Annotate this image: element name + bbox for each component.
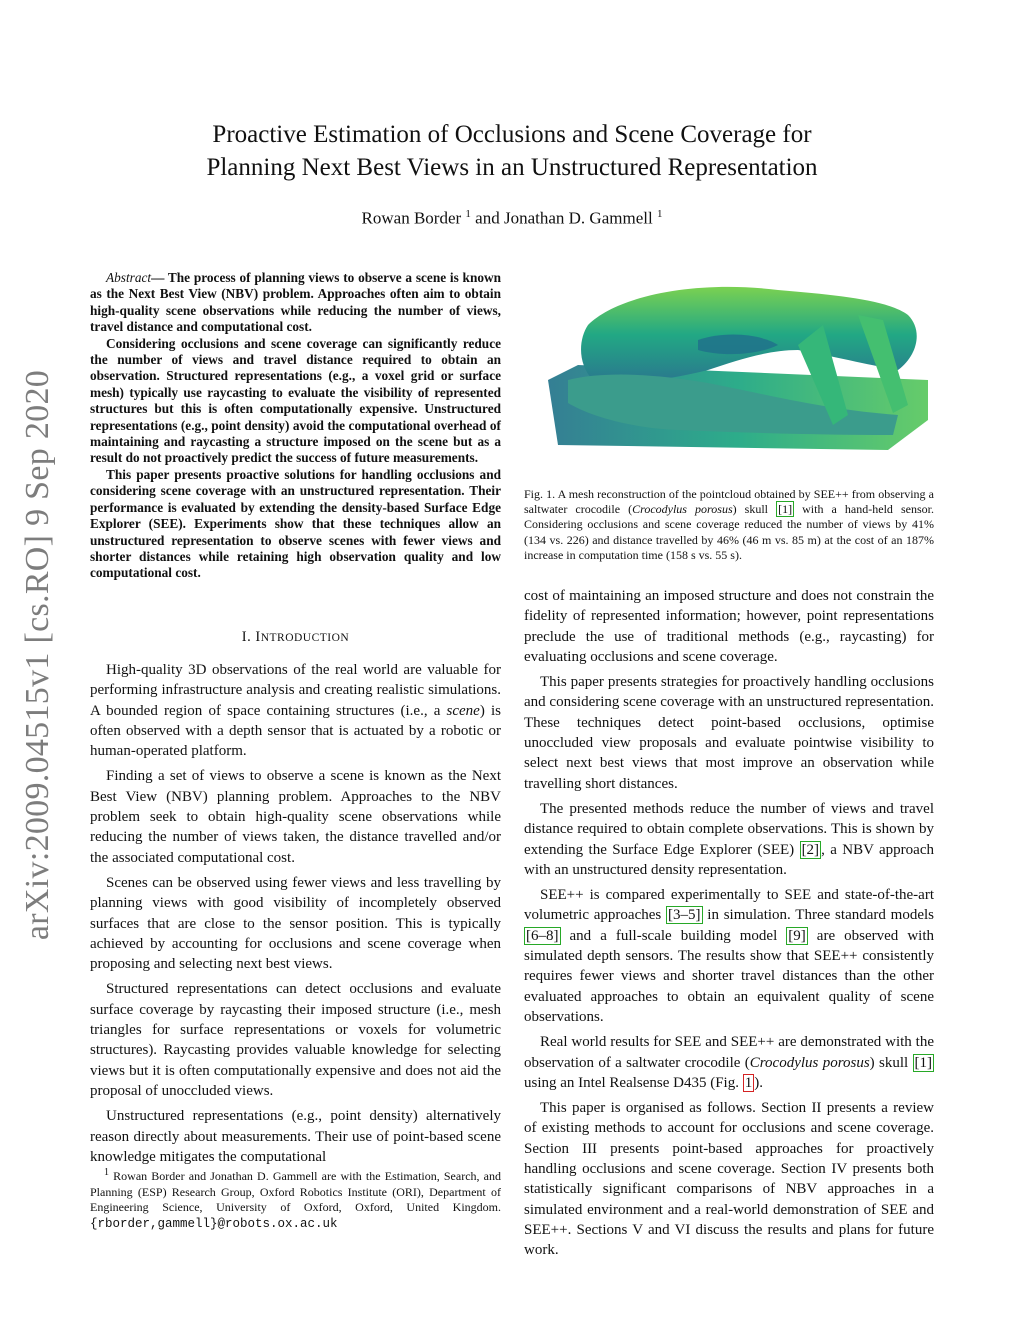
abstract-paragraph-3: This paper presents proactive solutions for handling occlusions and considering scene coverage with an unstructured representation. Their performance is evaluated by extending the density-based Surface Edge Explorer (SEE). Experiments show that these techniques allow an unstructured representation to observe scenes with fewer views and shorter distances while retaining high observation quality and low computational cost.: [90, 466, 501, 581]
right-paragraph-5: [524, 1032, 934, 1093]
intro-paragraph-4: Structured representations can detect occlusions and evaluate surface coverage by raycasting their imposed structure (i.e., mesh triangles for surface representations or voxels for volumetric structures). Raycasting provides valuable knowledge for selecting views but it is often computationally expensive and does not aid the proposal of unoccluded views.: [90, 981, 501, 1099]
title-line-1: Proactive Estimation of Occlusions and Scene Coverage for: [212, 121, 812, 148]
caption-text-b: ) skull: [732, 502, 777, 517]
figure-crocodile-skull-mesh: [548, 285, 928, 460]
figure-reference-link[interactable]: 1: [744, 1074, 753, 1091]
right-paragraph-2: This paper presents strategies for proactively handling occlusions and considering scene coverage with an unstructured representation. These techniques detect point-based occlusions, optimise unoccluded view proposals and evaluate pointwise visibility to select next best views that most improve an observation while travelling short distances.: [524, 674, 934, 792]
caption-citation-link[interactable]: [1]: [778, 502, 793, 517]
arxiv-id: arXiv:2009.04515v1 [cs.RO] 9 Sep 2020: [19, 369, 56, 941]
paper-title: [100, 118, 924, 184]
intro-p1-emphasis: scene: [446, 702, 480, 719]
abstract-paragraph-1: [90, 270, 501, 336]
citation-link-volumetric[interactable]: [3–5]: [668, 907, 701, 924]
right-p3-text-a: The presented methods reduce the number of views and travel distance required to obtain complete observations. This is shown by extending the Surface Edge Explorer (SEE): [524, 800, 934, 858]
right-p4-text-a: SEE++ is compared experimentally to SEE and state-of-the-art volumetric approaches: [524, 887, 934, 924]
intro-p1-end: ) is often observed with a depth sensor that is actuated by a robotic or human-operated platform.: [90, 702, 501, 760]
author-1: Rowan Border: [361, 208, 462, 228]
citation-link-see[interactable]: [2]: [801, 841, 820, 858]
intro-p1-text: High-quality 3D observations of the real world are valuable for performing infrastructure analysis and creating realistic simulations. A bounded region of space containing structures (i.e., a: [90, 662, 501, 719]
footnote-text: Rowan Border and Jonathan D. Gammell are with the Estimation, Search, and Planning (ESP) Research Group, Oxford Robotics Institute (ORI), Department of Engineering Science, University of Oxford, Oxford, United Kingdom.: [90, 1169, 501, 1215]
footnote-email[interactable]: {rborder,gammell}@robots.ox.ac.uk: [90, 1216, 338, 1231]
footnote-mark: 1: [104, 1167, 109, 1178]
abstract-paragraph-2: Considering occlusions and scene coverage can significantly reduce the number of views and travel distance required to obtain an observation. Structured representations (e.g., a voxel grid or surface mesh) typically use raycasting to evaluate the visibility of represented structures but this is often computationally expensive. Unstructured representations (e.g., point density) avoid the computational overhead of maintaining and raycasting a structure imposed on the scene but as a result do not proactively predict the success of future measurements.: [90, 335, 501, 466]
affiliation-mark-1: 1: [465, 208, 471, 220]
intro-paragraph-1: [90, 660, 501, 761]
section-heading-introduction: [90, 629, 501, 646]
authors: [100, 208, 924, 229]
intro-paragraph-2: Finding a set of views to observe a scene is known as the Next Best View (NBV) planning problem. Approaches to the NBV problem seek to obtain high-quality scene observations while reducing the number of views taken, the distance travelled and/or the associated computational cost.: [90, 768, 501, 866]
section-title-first: I: [255, 629, 261, 645]
arxiv-stamp: [10, 365, 66, 945]
right-paragraph-6: This paper is organised as follows. Section II presents a review of existing methods to account for occlusions and scene coverage. Section III presents point-based approaches for proactively handling occlusions and scene coverage. Section IV presents both statistically significant comparisons of NBV approaches in a simulated environment and a real-world demonstration of SEE and SEE++. Sections V and VI discuss the results and plans for future work.: [524, 1100, 934, 1259]
abstract-label: Abstract: [106, 270, 152, 285]
title-line-2: Planning Next Best Views in an Unstructured Representation: [206, 154, 818, 181]
intro-paragraph-3: Scenes can be observed using fewer views and less travelling by planning views with good visibility of incompletely observed surfaces that are close to the sensor position. This is typically achieved by accounting for occlusions and scene coverage when proposing and selecting next best views.: [90, 874, 501, 973]
skull-mesh-illustration: [548, 285, 928, 460]
right-p5-text-d: ).: [754, 1074, 763, 1091]
right-paragraph-1: cost of maintaining an imposed structure and does not constrain the fidelity of represented information; however, point representations preclude the use of traditional methods (e.g., raycasting) for evaluating occlusions and scene coverage.: [524, 588, 934, 665]
footnote-paragraph: [90, 1165, 501, 1232]
caption-species: Crocodylus porosus: [632, 502, 733, 517]
abstract: [90, 270, 501, 582]
affiliation-mark-2: 1: [656, 208, 663, 220]
left-column-body: [90, 660, 501, 1172]
right-p5-text-b: ) skull: [869, 1054, 913, 1071]
right-column-body: [524, 586, 934, 1266]
right-p5-text-c: using an Intel Realsense D435 (Fig.: [524, 1074, 743, 1091]
right-paragraph-3: [524, 799, 934, 880]
right-p4-text-d: are observed with simulated depth sensors. The results show that SEE++ consistently requires fewer views and shorter travel distances than the other evaluated approaches to obtain an equivalent quality of scene observations.: [524, 927, 934, 1025]
right-p4-text-c: and a full-scale building model: [560, 927, 787, 944]
author-separator: and: [475, 208, 504, 228]
section-number: I.: [241, 629, 256, 645]
figure-caption: [524, 487, 934, 563]
right-p4-text-b: in simulation. Three standard models: [702, 907, 934, 924]
citation-link-skull[interactable]: [1]: [914, 1054, 933, 1071]
caption-text-a: Fig. 1. A mesh reconstruction of the pointcloud obtained by SEE++ from observing a saltwater crocodile (: [524, 487, 934, 517]
intro-paragraph-5: Unstructured representations (e.g., point density) alternatively reason directly about measurements. Their use of point-based scene knowledge mitigates the computational: [90, 1108, 501, 1165]
abstract-text-1: — The process of planning views to observe a scene is known as the Next Best View (NBV) problem. Approaches often aim to obtain high-quality scene observations while reducing the number of views, travel distance and computational cost.: [90, 270, 501, 335]
caption-text-c: with a hand-held sensor. Considering occlusions and scene coverage reduced the number of views by 41% (134 vs. 226) and distance travelled by 46% (46 m vs. 85 m) at the cost of an 187% increase in computation time (158 s vs. 55 s).: [524, 502, 934, 562]
right-p5-species: Crocodylus porosus: [749, 1054, 870, 1071]
right-paragraph-4: [524, 885, 934, 1027]
right-p3-text-b: , a NBV approach with an unstructured density representation.: [524, 841, 934, 878]
right-p5-text-a: Real world results for SEE and SEE++ are demonstrated with the observation of a saltwater crocodile (: [524, 1034, 934, 1071]
footnote: [90, 1165, 501, 1232]
citation-link-models[interactable]: [6–8]: [526, 927, 559, 944]
citation-link-building[interactable]: [9]: [788, 927, 806, 944]
section-title-rest: NTRODUCTION: [260, 632, 350, 644]
author-2: Jonathan D. Gammell: [503, 208, 653, 228]
